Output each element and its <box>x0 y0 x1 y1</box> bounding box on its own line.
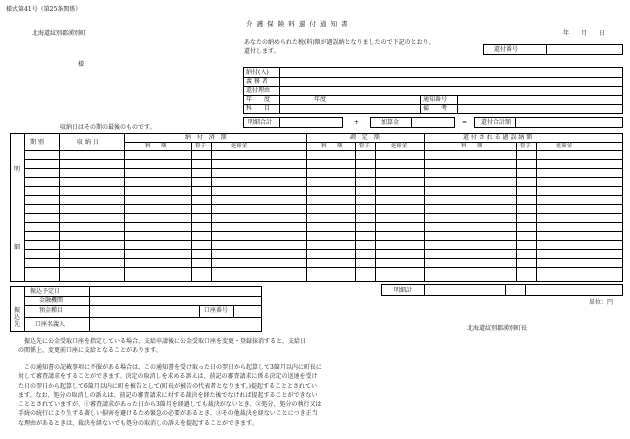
transfer-side-label: 振込先 <box>14 307 21 328</box>
note-public-account: 振込先に公金受取口座を指定している場合、支給申請後に公金受取口座を変更・登録抹消すると、支給日の関係上、変更前口座に支給となることがあります。 <box>18 338 307 355</box>
detail-total-label: 明細合計 <box>248 119 273 126</box>
fiscal-year-value: 年度 <box>314 96 327 103</box>
form-number: 様式第41号（第25条関係） <box>6 6 82 13</box>
intro-text: あなたの納められた税(料)額が過誤納となりましたので下記のとおり、 還付します。 <box>244 39 435 55</box>
refund-subcol-late: 延滞金 <box>556 143 573 149</box>
added-amount-box <box>370 117 455 128</box>
refund-total-label: 還付合計額 <box>481 119 512 126</box>
transfer-label-account-holder: 口座名義人 <box>35 321 66 328</box>
side-label-lower: 細 <box>14 244 21 251</box>
notice-number-label: 通知番号 <box>423 96 448 103</box>
assessed-subcol-amount: 料 額 <box>321 143 343 149</box>
detail-total-row <box>381 284 623 296</box>
transfer-label-bank: 金融機関 <box>39 297 64 304</box>
info-label-subject: 科 目 <box>246 105 271 112</box>
added-amount-label: 加算金 <box>381 119 400 126</box>
info-label-payer: 納付(入) <box>246 69 269 76</box>
transfer-label-deposit-type: 預金種目 <box>39 307 64 314</box>
remarks-label: 備 考 <box>423 105 448 112</box>
paid-subcol-fee: 督手 <box>195 143 206 149</box>
header-receipt-date: 収 納 日 <box>77 139 99 146</box>
receipt-date-note: 収納日はその期の最後のものです。 <box>60 124 156 131</box>
refund-subcol-amount: 料 額 <box>461 143 483 149</box>
unit-label: 単位：円 <box>589 299 614 306</box>
transfer-label-account-number: 口座番号 <box>204 307 229 314</box>
note-appeal: この通知書の記載事項に不服がある場合は、この通知書を受け取った日の翌日から起算して3箇月以内に町長に対して審査請求をすることができます。決定の取消しを求める訴えは、前記の審査請求に係る決定の送達を受けた日の翌日から起算して6箇月以内に町を被告として(町長が被告の代表者となります。)提起することとされています。なお、処分の取消しの訴えは、前記の審査請求に対する裁決を経た後でなければ提起することができないこととされていますが、①審査請求があった日から3箇月を経過しても裁決がないとき、②処分、処分の執行又は手続の続行により生ずる著しい損害を避けるため緊急の必要があるとき、③その他裁決を経ないことにつき正当な理由があるときは、裁決を経ないでも処分の取消しの訴えを提起することができます。 <box>18 364 322 427</box>
refund-total-box <box>474 117 623 128</box>
header-paid-amount: 納 付 済 額 <box>185 134 229 141</box>
header-period: 期 別 <box>30 139 44 146</box>
info-label-fiscal-year: 年 度 <box>246 96 271 103</box>
detail-total-box <box>243 117 343 128</box>
detail-total-row-label: 明細計 <box>394 287 413 294</box>
issue-date: 年 月 日 <box>563 30 606 37</box>
plus-sign: + <box>354 119 360 126</box>
header-refund-amount: 還 付 さ れ る 過 誤 納 額 <box>463 134 533 141</box>
paid-subcol-late: 延滞金 <box>231 143 248 149</box>
transfer-table <box>10 286 262 332</box>
header-assessed-amount: 調 定 額 <box>350 134 382 141</box>
refund-subcol-fee: 督手 <box>520 143 531 149</box>
taxpayer-info-box <box>243 67 623 114</box>
issuer-name-bottom: 北海道紋別郡湧別町長 <box>467 325 528 332</box>
side-label-upper: 明 <box>14 166 21 173</box>
assessed-subcol-fee: 督手 <box>359 143 370 149</box>
document-title: 介 護 保 険 料 還 付 通 知 書 <box>246 20 349 28</box>
detail-table <box>10 133 623 282</box>
recipient-honorific: 様 <box>78 61 85 68</box>
refund-number-box <box>483 44 623 55</box>
transfer-label-date: 振込予定日 <box>30 288 61 295</box>
paid-subcol-amount: 料 額 <box>145 143 167 149</box>
refund-number-label: 還付番号 <box>494 46 519 53</box>
info-label-refund-reason: 還付理由 <box>246 87 271 94</box>
info-label-obligor: 義 務 者 <box>246 78 268 85</box>
assessed-subcol-late: 延滞金 <box>391 143 408 149</box>
issuer-name-top: 北海道紋別郡湧別町 <box>32 30 87 37</box>
equals-sign: = <box>462 119 468 126</box>
